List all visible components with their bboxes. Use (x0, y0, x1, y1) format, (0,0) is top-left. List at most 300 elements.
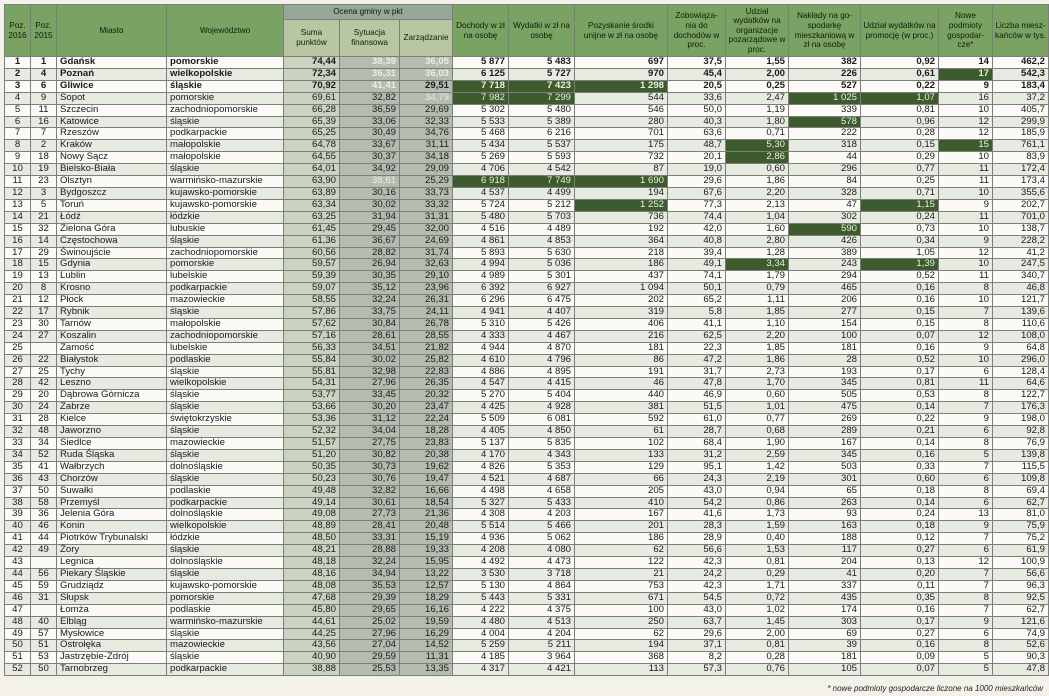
cell-sytuacja: 36,59 (340, 104, 400, 116)
cell-udzial-promocja: 0,17 (861, 366, 939, 378)
cell-poz-2015: 4 (31, 68, 57, 80)
cell-poz-2015: 23 (31, 176, 57, 188)
cell-miasto: Poznań (57, 68, 167, 80)
cell-wojewodztwo: dolnośląskie (167, 557, 284, 569)
cell-dochody: 5 259 (453, 640, 509, 652)
cell-srodki-unijne: 100 (575, 604, 668, 616)
cell-suma: 49,08 (284, 509, 340, 521)
cell-udzial-promocja: 0,13 (861, 557, 939, 569)
cell-mieszkancy: 761,1 (993, 140, 1049, 152)
table-row (5, 568, 1049, 580)
cell-udzial-promocja: 0,53 (861, 390, 939, 402)
cell-poz-2016: 49 (5, 628, 31, 640)
cell-wydatki: 4 407 (509, 307, 575, 319)
cell-sytuacja: 41,41 (340, 80, 400, 92)
cell-zobowiazania: 47,2 (668, 354, 726, 366)
cell-wydatki: 5 331 (509, 592, 575, 604)
cell-nowe-podmioty: 14 (939, 57, 993, 69)
cell-poz-2016: 51 (5, 652, 31, 664)
cell-sytuacja: 28,82 (340, 247, 400, 259)
cell-zobowiazania: 51,5 (668, 402, 726, 414)
cell-zarzadzanie: 23,96 (400, 283, 453, 295)
cell-udzial-org: 1,73 (726, 509, 789, 521)
cell-sytuacja: 34,92 (340, 164, 400, 176)
cell-suma: 65,25 (284, 128, 340, 140)
cell-naklady: 328 (789, 187, 861, 199)
table-body (5, 57, 1049, 676)
cell-suma: 63,25 (284, 211, 340, 223)
cell-suma: 43,56 (284, 640, 340, 652)
cell-nowe-podmioty: 10 (939, 223, 993, 235)
cell-dochody: 5 137 (453, 438, 509, 450)
cell-wydatki: 5 593 (509, 152, 575, 164)
cell-poz-2016: 45 (5, 580, 31, 592)
cell-poz-2015: 5 (31, 199, 57, 211)
cell-poz-2015: 32 (31, 223, 57, 235)
table-row (5, 473, 1049, 485)
cell-nowe-podmioty: 7 (939, 461, 993, 473)
cell-wydatki: 7 423 (509, 80, 575, 92)
cell-suma: 53,66 (284, 402, 340, 414)
cell-wojewodztwo: lubelskie (167, 271, 284, 283)
col-udzial-promocja: Udział wydatków na promocję (w proc.) (861, 5, 939, 57)
cell-nowe-podmioty: 5 (939, 652, 993, 664)
cell-mieszkancy: 299,9 (993, 116, 1049, 128)
cell-zarzadzanie: 32,63 (400, 259, 453, 271)
cell-udzial-promocja: 0,20 (861, 568, 939, 580)
cell-nowe-podmioty: 9 (939, 342, 993, 354)
cell-udzial-org: 5,30 (726, 140, 789, 152)
cell-poz-2015: 50 (31, 485, 57, 497)
cell-poz-2016: 8 (5, 140, 31, 152)
table-row (5, 271, 1049, 283)
cell-srodki-unijne: 970 (575, 68, 668, 80)
cell-wojewodztwo: śląskie (167, 628, 284, 640)
cell-srodki-unijne: 194 (575, 187, 668, 199)
cell-poz-2016: 43 (5, 557, 31, 569)
cell-poz-2015: 19 (31, 164, 57, 176)
cell-suma: 50,35 (284, 461, 340, 473)
cell-wydatki: 4 687 (509, 473, 575, 485)
cell-dochody: 4 208 (453, 545, 509, 557)
cell-poz-2015 (31, 342, 57, 354)
cell-naklady: 167 (789, 438, 861, 450)
cell-naklady: 503 (789, 461, 861, 473)
cell-wydatki: 4 204 (509, 628, 575, 640)
cell-wydatki: 4 343 (509, 449, 575, 461)
cell-udzial-org: 2,80 (726, 235, 789, 247)
cell-wydatki: 5 036 (509, 259, 575, 271)
cell-nowe-podmioty: 10 (939, 104, 993, 116)
cell-udzial-org: 2,20 (726, 330, 789, 342)
cell-miasto: Jelenia Góra (57, 509, 167, 521)
cell-srodki-unijne: 736 (575, 211, 668, 223)
cell-zarzadzanie: 14,52 (400, 640, 453, 652)
cell-srodki-unijne: 122 (575, 557, 668, 569)
cell-poz-2015: 7 (31, 128, 57, 140)
cell-zarzadzanie: 18,54 (400, 497, 453, 509)
table-row (5, 342, 1049, 354)
cell-srodki-unijne: 592 (575, 414, 668, 426)
cell-poz-2015: 6 (31, 80, 57, 92)
cell-suma: 47,68 (284, 592, 340, 604)
cell-zobowiazania: 74,4 (668, 211, 726, 223)
table-row (5, 128, 1049, 140)
cell-nowe-podmioty: 7 (939, 533, 993, 545)
cell-poz-2015: 29 (31, 247, 57, 259)
cell-miasto: Ruda Śląska (57, 449, 167, 461)
cell-poz-2016: 29 (5, 390, 31, 402)
cell-srodki-unijne: 205 (575, 485, 668, 497)
cell-sytuacja: 29,39 (340, 592, 400, 604)
cell-dochody: 4 222 (453, 604, 509, 616)
table-row (5, 187, 1049, 199)
cell-udzial-promocja: 0,17 (861, 616, 939, 628)
cell-wydatki: 4 375 (509, 604, 575, 616)
cell-sytuacja: 29,45 (340, 223, 400, 235)
table-row (5, 521, 1049, 533)
cell-zobowiazania: 74,1 (668, 271, 726, 283)
cell-naklady: 28 (789, 354, 861, 366)
cell-udzial-org: 1,60 (726, 223, 789, 235)
cell-zobowiazania: 54,2 (668, 497, 726, 509)
table-row (5, 80, 1049, 92)
cell-udzial-promocja: 0,15 (861, 140, 939, 152)
cell-dochody: 5 443 (453, 592, 509, 604)
cell-udzial-promocja: 0,16 (861, 640, 939, 652)
cell-dochody: 7 982 (453, 92, 509, 104)
cell-poz-2016: 32 (5, 426, 31, 438)
cell-nowe-podmioty: 11 (939, 211, 993, 223)
cell-udzial-promocja: 0,16 (861, 283, 939, 295)
cell-sytuacja: 30,20 (340, 402, 400, 414)
cell-zobowiazania: 42,3 (668, 580, 726, 592)
cell-dochody: 4 826 (453, 461, 509, 473)
table-row (5, 592, 1049, 604)
cell-poz-2016: 46 (5, 592, 31, 604)
cell-sytuacja: 34,04 (340, 426, 400, 438)
cell-udzial-org: 0,72 (726, 592, 789, 604)
cell-dochody: 4 706 (453, 164, 509, 176)
cell-sytuacja: 33,06 (340, 116, 400, 128)
cell-udzial-promocja: 0,33 (861, 461, 939, 473)
table-row (5, 307, 1049, 319)
cell-zarzadzanie: 23,47 (400, 402, 453, 414)
cell-wojewodztwo: świętokrzyskie (167, 414, 284, 426)
cell-udzial-promocja: 0,15 (861, 318, 939, 330)
cell-udzial-promocja: 0,71 (861, 187, 939, 199)
table-row (5, 57, 1049, 69)
cell-zobowiazania: 24,3 (668, 473, 726, 485)
cell-zarzadzanie: 26,78 (400, 318, 453, 330)
cell-udzial-org: 1,71 (726, 580, 789, 592)
cell-wydatki: 4 473 (509, 557, 575, 569)
cell-wojewodztwo: pomorskie (167, 57, 284, 69)
cell-wojewodztwo: małopolskie (167, 318, 284, 330)
cell-suma: 58,55 (284, 295, 340, 307)
cell-nowe-podmioty: 7 (939, 604, 993, 616)
cell-wojewodztwo: zachodniopomorskie (167, 247, 284, 259)
cell-dochody: 4 547 (453, 378, 509, 390)
cell-udzial-org: 2,13 (726, 199, 789, 211)
cell-udzial-promocja: 0,14 (861, 497, 939, 509)
cell-udzial-org: 1,02 (726, 604, 789, 616)
cell-naklady: 93 (789, 509, 861, 521)
cell-zarzadzanie: 34,79 (400, 92, 453, 104)
table-row (5, 652, 1049, 664)
col-poz-2016: Poz. 2016 (5, 5, 31, 57)
cell-srodki-unijne: 319 (575, 307, 668, 319)
col-sytuacja: Sytuacja finansowa (340, 20, 400, 57)
cell-udzial-promocja: 0,18 (861, 521, 939, 533)
cell-naklady: 289 (789, 426, 861, 438)
cell-nowe-podmioty: 17 (939, 68, 993, 80)
cell-suma: 51,20 (284, 449, 340, 461)
cell-poz-2015: 53 (31, 652, 57, 664)
cell-miasto: Koszalin (57, 330, 167, 342)
cell-mieszkancy: 138,7 (993, 223, 1049, 235)
cell-mieszkancy: 62,7 (993, 497, 1049, 509)
cell-udzial-promocja: 0,12 (861, 533, 939, 545)
cell-mieszkancy: 56,6 (993, 568, 1049, 580)
table-row (5, 497, 1049, 509)
cell-srodki-unijne: 544 (575, 92, 668, 104)
cell-udzial-org: 1,80 (726, 116, 789, 128)
cell-dochody: 5 877 (453, 57, 509, 69)
cell-sytuacja: 32,82 (340, 92, 400, 104)
cell-wojewodztwo: mazowieckie (167, 640, 284, 652)
cell-srodki-unijne: 86 (575, 354, 668, 366)
cell-poz-2015: 21 (31, 211, 57, 223)
cell-nowe-podmioty: 7 (939, 568, 993, 580)
cell-poz-2015: 34 (31, 438, 57, 450)
cell-naklady: 69 (789, 628, 861, 640)
cell-wydatki: 5 212 (509, 199, 575, 211)
cell-poz-2015: 31 (31, 592, 57, 604)
cell-dochody: 5 533 (453, 116, 509, 128)
cell-wojewodztwo: śląskie (167, 449, 284, 461)
cell-miasto: Płock (57, 295, 167, 307)
cell-zobowiazania: 31,7 (668, 366, 726, 378)
cell-nowe-podmioty: 12 (939, 557, 993, 569)
cell-udzial-org: 1,70 (726, 378, 789, 390)
cell-srodki-unijne: 194 (575, 640, 668, 652)
cell-zarzadzanie: 32,33 (400, 116, 453, 128)
cell-mieszkancy: 108,0 (993, 330, 1049, 342)
cell-srodki-unijne: 46 (575, 378, 668, 390)
cell-udzial-promocja: 1,15 (861, 199, 939, 211)
cell-nowe-podmioty: 8 (939, 640, 993, 652)
cell-zobowiazania: 24,2 (668, 568, 726, 580)
cell-naklady: 294 (789, 271, 861, 283)
cell-zarzadzanie: 16,66 (400, 485, 453, 497)
cell-suma: 59,07 (284, 283, 340, 295)
cell-zarzadzanie: 18,28 (400, 426, 453, 438)
cell-wydatki: 4 850 (509, 426, 575, 438)
col-wydatki: Wydatki w zł na osobę (509, 5, 575, 57)
cell-mieszkancy: 183,4 (993, 80, 1049, 92)
cell-mieszkancy: 69,4 (993, 485, 1049, 497)
cell-wojewodztwo: podkarpackie (167, 283, 284, 295)
cell-udzial-org: 0,68 (726, 426, 789, 438)
cell-zobowiazania: 28,7 (668, 426, 726, 438)
cell-miasto: Legnica (57, 557, 167, 569)
cell-zarzadzanie: 26,31 (400, 295, 453, 307)
cell-wojewodztwo: podkarpackie (167, 497, 284, 509)
table-row (5, 533, 1049, 545)
cell-sytuacja: 31,12 (340, 414, 400, 426)
cell-miasto: Kraków (57, 140, 167, 152)
cell-wydatki: 5 727 (509, 68, 575, 80)
cell-zobowiazania: 63,7 (668, 616, 726, 628)
cell-nowe-podmioty: 12 (939, 247, 993, 259)
cell-poz-2016: 33 (5, 438, 31, 450)
cell-poz-2016: 1 (5, 57, 31, 69)
cell-udzial-org: 1,42 (726, 461, 789, 473)
cell-sytuacja: 32,24 (340, 295, 400, 307)
cell-dochody: 4 861 (453, 235, 509, 247)
cell-zarzadzanie: 22,24 (400, 414, 453, 426)
cell-nowe-podmioty: 9 (939, 616, 993, 628)
cell-poz-2016: 18 (5, 259, 31, 271)
table-row (5, 664, 1049, 676)
cell-nowe-podmioty: 9 (939, 521, 993, 533)
cell-udzial-promocja: 0,81 (861, 104, 939, 116)
cell-nowe-podmioty: 10 (939, 187, 993, 199)
cell-wojewodztwo: śląskie (167, 652, 284, 664)
cell-udzial-org: 0,29 (726, 568, 789, 580)
cell-udzial-org: 0,71 (726, 128, 789, 140)
cell-sytuacja: 30,35 (340, 271, 400, 283)
cell-naklady: 527 (789, 80, 861, 92)
cell-zobowiazania: 37,1 (668, 640, 726, 652)
cell-wojewodztwo: wielkopolskie (167, 68, 284, 80)
cell-suma: 64,78 (284, 140, 340, 152)
cell-wojewodztwo: śląskie (167, 116, 284, 128)
cell-zobowiazania: 54,5 (668, 592, 726, 604)
cell-nowe-podmioty: 9 (939, 235, 993, 247)
cell-zobowiazania: 37,5 (668, 57, 726, 69)
cell-udzial-org: 2,47 (726, 92, 789, 104)
cell-poz-2015: 3 (31, 187, 57, 199)
cell-zarzadzanie: 16,16 (400, 604, 453, 616)
cell-udzial-promocja: 0,14 (861, 438, 939, 450)
cell-naklady: 41 (789, 568, 861, 580)
cell-poz-2016: 38 (5, 497, 31, 509)
cell-wydatki: 5 466 (509, 521, 575, 533)
cell-mieszkancy: 296,0 (993, 354, 1049, 366)
cell-wydatki: 5 835 (509, 438, 575, 450)
cell-udzial-org: 0,76 (726, 664, 789, 676)
table-row (5, 164, 1049, 176)
cell-suma: 48,18 (284, 557, 340, 569)
cell-wydatki: 4 203 (509, 509, 575, 521)
cell-wydatki: 5 433 (509, 497, 575, 509)
cell-poz-2015: 48 (31, 426, 57, 438)
cell-suma: 52,32 (284, 426, 340, 438)
cell-dochody: 4 989 (453, 271, 509, 283)
cell-wojewodztwo: podlaskie (167, 485, 284, 497)
cell-poz-2015: 27 (31, 330, 57, 342)
cell-zarzadzanie: 34,76 (400, 128, 453, 140)
cell-srodki-unijne: 410 (575, 497, 668, 509)
table-row (5, 116, 1049, 128)
table-row (5, 461, 1049, 473)
cell-poz-2015: 8 (31, 283, 57, 295)
col-zobowiazania: Zobowiąza- nia do dochodów w proc. (668, 5, 726, 57)
cell-mieszkancy: 46,8 (993, 283, 1049, 295)
cell-udzial-promocja: 0,14 (861, 402, 939, 414)
cell-miasto: Szczecin (57, 104, 167, 116)
cell-zobowiazania: 67,6 (668, 187, 726, 199)
cell-udzial-org: 2,86 (726, 152, 789, 164)
cell-udzial-org: 2,00 (726, 628, 789, 640)
cell-nowe-podmioty: 8 (939, 438, 993, 450)
cell-naklady: 263 (789, 497, 861, 509)
cell-poz-2015: 49 (31, 545, 57, 557)
cell-suma: 50,23 (284, 473, 340, 485)
cell-miasto: Nowy Sącz (57, 152, 167, 164)
cell-zarzadzanie: 24,11 (400, 307, 453, 319)
cell-wojewodztwo: śląskie (167, 473, 284, 485)
cell-udzial-promocja: 0,16 (861, 342, 939, 354)
cell-mieszkancy: 121,6 (993, 616, 1049, 628)
cell-sytuacja: 32,82 (340, 485, 400, 497)
cell-wojewodztwo: zachodniopomorskie (167, 104, 284, 116)
cell-zobowiazania: 77,3 (668, 199, 726, 211)
cell-mieszkancy: 198,0 (993, 414, 1049, 426)
cell-naklady: 39 (789, 640, 861, 652)
cell-mieszkancy: 81,0 (993, 509, 1049, 521)
cell-poz-2015: 11 (31, 104, 57, 116)
cell-udzial-promocja: 0,81 (861, 378, 939, 390)
cell-dochody: 4 317 (453, 664, 509, 676)
cell-zobowiazania: 68,4 (668, 438, 726, 450)
cell-dochody: 4 333 (453, 330, 509, 342)
cell-wydatki: 4 421 (509, 664, 575, 676)
cell-udzial-promocja: 0,29 (861, 152, 939, 164)
cell-dochody: 5 130 (453, 580, 509, 592)
cell-zarzadzanie: 20,32 (400, 390, 453, 402)
cell-udzial-promocja: 0,15 (861, 307, 939, 319)
cell-poz-2016: 15 (5, 223, 31, 235)
cell-mieszkancy: 247,5 (993, 259, 1049, 271)
cell-nowe-podmioty: 7 (939, 307, 993, 319)
cell-dochody: 5 269 (453, 152, 509, 164)
cell-udzial-org: 1,28 (726, 247, 789, 259)
cell-wojewodztwo: pomorskie (167, 592, 284, 604)
cell-wojewodztwo: zachodniopomorskie (167, 330, 284, 342)
cell-sytuacja: 35,12 (340, 283, 400, 295)
cell-zarzadzanie: 36,05 (400, 57, 453, 69)
cell-nowe-podmioty: 8 (939, 592, 993, 604)
cell-mieszkancy: 340,7 (993, 271, 1049, 283)
cell-dochody: 4 994 (453, 259, 509, 271)
cell-naklady: 303 (789, 616, 861, 628)
cell-poz-2015: 1 (31, 57, 57, 69)
cell-udzial-org: 2,20 (726, 187, 789, 199)
cell-suma: 61,36 (284, 235, 340, 247)
cell-sytuacja: 30,37 (340, 152, 400, 164)
cell-srodki-unijne: 732 (575, 152, 668, 164)
cell-nowe-podmioty: 6 (939, 497, 993, 509)
cell-dochody: 6 125 (453, 68, 509, 80)
cell-wydatki: 5 211 (509, 640, 575, 652)
cell-wydatki: 5 537 (509, 140, 575, 152)
cell-udzial-org: 1,01 (726, 402, 789, 414)
cell-dochody: 5 327 (453, 497, 509, 509)
cell-suma: 63,34 (284, 199, 340, 211)
